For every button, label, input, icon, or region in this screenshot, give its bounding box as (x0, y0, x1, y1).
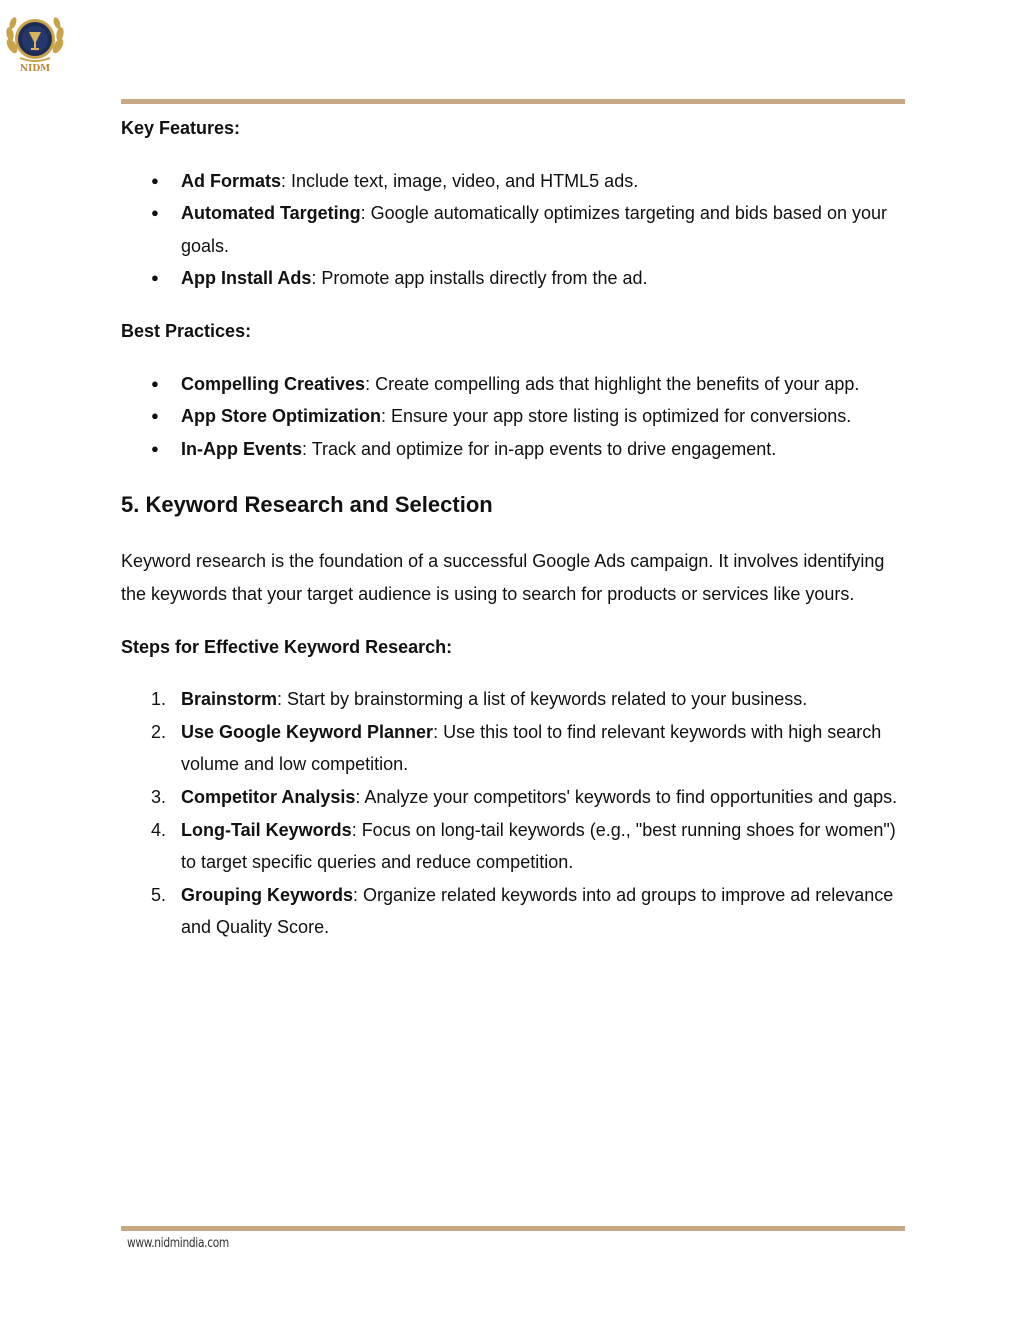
list-item-desc: : Promote app installs directly from the ad. (311, 268, 648, 289)
key-features-list (121, 165, 905, 295)
list-item-term: Long-Tail Keywords (181, 819, 352, 840)
list-number: 3. (151, 786, 167, 807)
svg-text:NIDM: NIDM (19, 64, 51, 74)
list-number: 5. (151, 884, 167, 905)
key-features-heading: Key Features: (121, 118, 241, 138)
list-item-desc: : Focus on long-tail keywords (e.g., "best running shoes for women") to target specific queries and reduce competition. (181, 819, 896, 873)
list-item-term: Grouping Keywords (181, 884, 354, 905)
list-item (121, 716, 905, 781)
best-practices-heading: Best Practices: (121, 320, 252, 341)
page-content (121, 112, 905, 944)
list-number: 4. (151, 819, 167, 840)
list-number: 2. (151, 721, 167, 742)
list-item (121, 683, 905, 716)
list-item-term: App Install Ads (181, 268, 312, 289)
list-item-term: Automated Targeting (181, 203, 361, 224)
list-item (121, 781, 905, 814)
list-item (121, 879, 905, 944)
list-item-desc: : Ensure your app store listing is optimized for conversions. (381, 406, 852, 427)
list-item-desc: : Include text, image, video, and HTML5 ads. (281, 170, 639, 191)
list-item-desc: : Create compelling ads that highlight the benefits of your app. (365, 373, 860, 394)
list-item-desc: : Organize related keywords into ad groups to improve ad relevance and Quality Score. (181, 884, 894, 938)
nidm-laurel-logo-icon (4, 8, 66, 74)
list-item-term: Compelling Creatives (181, 373, 366, 394)
list-item (121, 368, 905, 401)
bullet-icon: ● (151, 172, 159, 188)
list-item (121, 262, 905, 295)
list-item-term: Competitor Analysis (181, 786, 356, 807)
header-divider (121, 99, 905, 104)
list-item-desc: : Google automatically optimizes targeting and bids based on your goals. (181, 203, 887, 256)
bullet-icon: ● (151, 408, 159, 424)
list-item-term: Brainstorm (181, 689, 278, 710)
section-title: 5. Keyword Research and Selection (121, 492, 493, 518)
list-item-term: App Store Optimization (181, 406, 381, 427)
footer-divider (121, 1226, 905, 1231)
list-item-desc: : Track and optimize for in-app events to drive engagement. (302, 438, 777, 459)
list-item-term: In-App Events (181, 438, 303, 459)
list-item (121, 814, 905, 879)
bullet-icon: ● (151, 205, 159, 221)
bullet-icon: ● (151, 375, 159, 391)
list-item (121, 400, 905, 433)
bullet-icon: ● (151, 440, 159, 456)
list-item-desc: : Analyze your competitors' keywords to find opportunities and gaps. (355, 786, 898, 807)
section-intro: Keyword research is the foundation of a successful Google Ads campaign. It involves identifying the keywords that your target audience is using to search for products or services like yours. (121, 551, 885, 604)
list-item-desc: : Start by brainstorming a list of keywords related to your business. (277, 689, 808, 710)
footer-url: www.nidmindia.com (127, 1236, 230, 1251)
list-item (121, 433, 905, 466)
steps-list (121, 683, 905, 944)
steps-heading: Steps for Effective Keyword Research: (121, 636, 453, 657)
list-number: 1. (151, 689, 167, 710)
list-item (121, 165, 905, 198)
list-item-desc: : Use this tool to find relevant keywords with high search volume and low competition. (181, 721, 882, 775)
bullet-icon: ● (151, 270, 159, 286)
best-practices-list (121, 368, 905, 466)
list-item-term: Use Google Keyword Planner (181, 721, 434, 742)
list-item-term: Ad Formats (181, 170, 282, 191)
list-item (121, 197, 905, 262)
nidm-logo (4, 8, 66, 74)
